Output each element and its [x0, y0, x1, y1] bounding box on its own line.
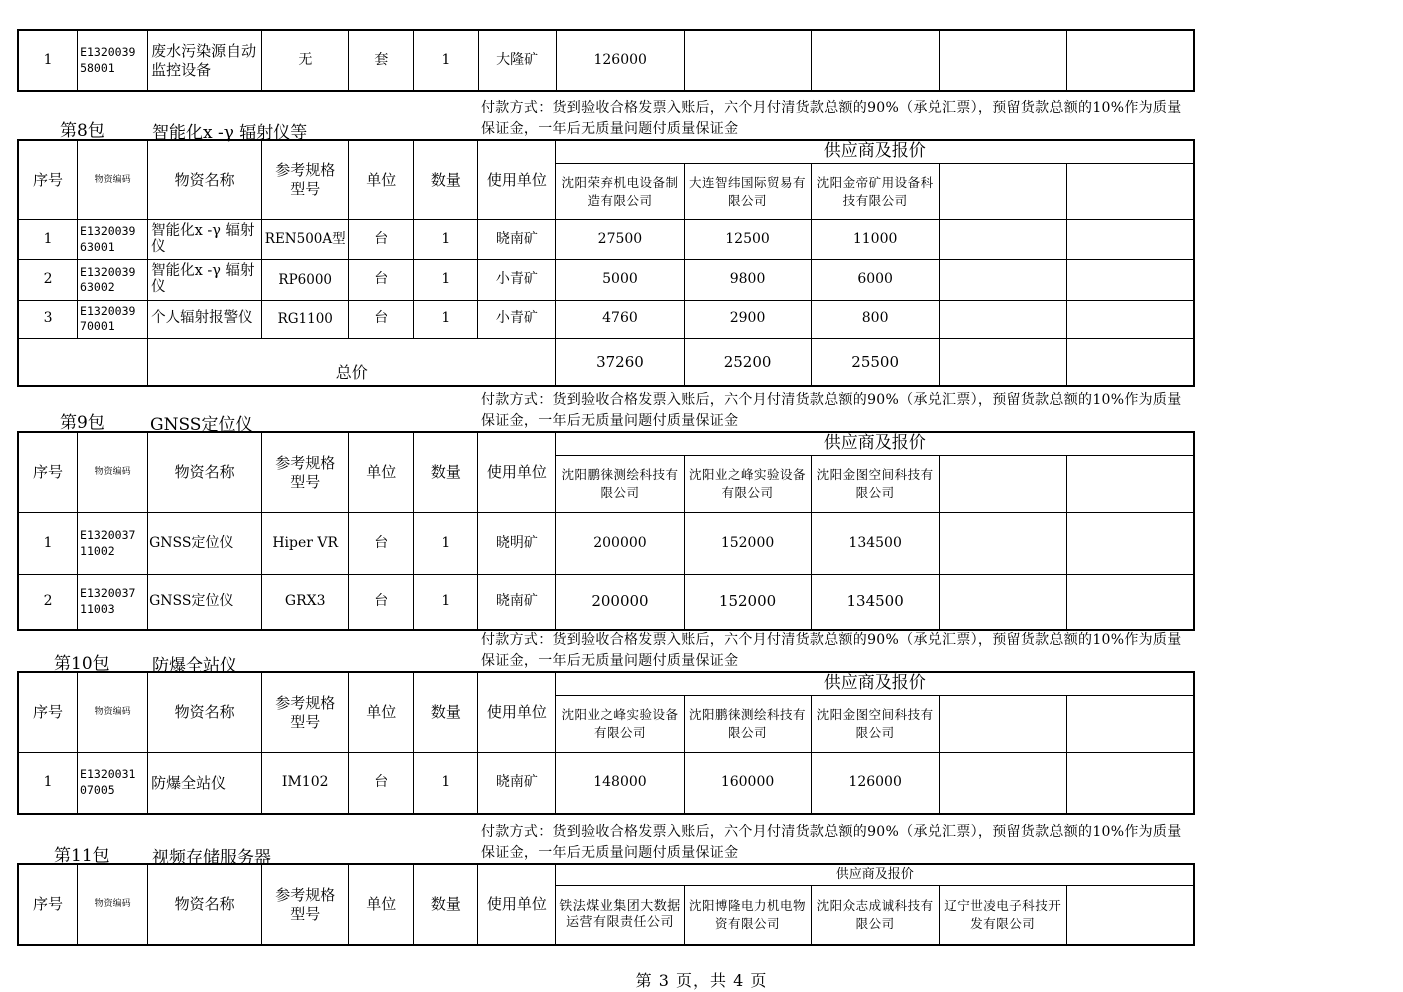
price-cell — [940, 31, 1067, 91]
unit-header: 单位 — [349, 865, 414, 945]
qty-cell: 1 — [414, 753, 478, 814]
qty-cell: 1 — [414, 31, 478, 91]
price-cell: 800 — [811, 300, 939, 338]
user-cell: 晓南矿 — [478, 753, 556, 814]
unit-cell: 台 — [349, 513, 414, 574]
name-header: 物资名称 — [148, 673, 262, 753]
total-value: 25500 — [811, 338, 939, 385]
supplier-name: 铁法煤业集团大数据运营有限责任公司 — [556, 886, 684, 945]
package-label: 第11包 — [54, 846, 110, 866]
total-label: 总价 — [148, 338, 556, 385]
code-header: 物资编码 — [78, 865, 148, 945]
seq-cell: 3 — [19, 300, 78, 338]
table-row — [19, 300, 1194, 338]
user-header: 使用单位 — [478, 433, 556, 513]
unit-cell: 台 — [349, 260, 414, 300]
spec-cell: REN500A型 — [262, 220, 349, 260]
supplier-name: 沈阳博隆电力机电物资有限公司 — [684, 886, 811, 945]
spec-cell: Hiper VR — [262, 513, 349, 574]
price-cell: 200000 — [556, 513, 684, 574]
price-cell — [684, 31, 811, 91]
payment-terms: 付款方式：货到验收合格发票入账后，六个月付清货款总额的90%（承兑汇票），预留货款总额的10%作为质量保证金，一年后无质量问题付质量保证金 — [481, 392, 1182, 429]
user-cell: 小青矿 — [478, 300, 556, 338]
price-cell — [811, 31, 939, 91]
package-8-table — [18, 140, 1194, 386]
price-cell: 6000 — [811, 260, 939, 300]
name-cell: GNSS定位仪 — [148, 574, 262, 629]
code-header: 物资编码 — [78, 141, 148, 220]
code-cell: E1320039 63001 — [78, 220, 148, 260]
price-cell: 148000 — [556, 753, 684, 814]
supplier-name — [939, 696, 1066, 753]
supplier-name: 大连智纬国际贸易有限公司 — [684, 164, 811, 220]
code-cell: E1320039 70001 — [78, 300, 148, 338]
supplier-name: 沈阳业之峰实验设备有限公司 — [556, 696, 684, 753]
unit-cell: 台 — [349, 220, 414, 260]
seq-cell: 1 — [19, 753, 78, 814]
total-value — [939, 338, 1066, 385]
supplier-name: 辽宁世凌电子科技开发有限公司 — [939, 886, 1066, 945]
table-row — [19, 753, 1194, 814]
price-cell: 27500 — [556, 220, 684, 260]
user-cell: 晓南矿 — [478, 574, 556, 629]
spec-cell: RG1100 — [262, 300, 349, 338]
name-cell: 智能化x -γ 辐射仪 — [148, 220, 262, 260]
user-cell: 晓南矿 — [478, 220, 556, 260]
price-cell — [1066, 260, 1193, 300]
price-cell: 2900 — [684, 300, 811, 338]
package-label: 第10包 — [54, 654, 110, 674]
spec-header: 参考规格型号 — [262, 673, 349, 753]
price-cell — [1066, 220, 1193, 260]
price-cell: 134500 — [811, 513, 939, 574]
supplier-name: 沈阳鹏徕测绘科技有限公司 — [684, 696, 811, 753]
package-title: 防爆全站仪 — [152, 656, 237, 676]
price-cell: 11000 — [811, 220, 939, 260]
package-10-table — [18, 672, 1194, 814]
code-header: 物资编码 — [78, 433, 148, 513]
seq-header: 序号 — [19, 433, 78, 513]
qty-header: 数量 — [414, 865, 478, 945]
seq-cell: 1 — [19, 220, 78, 260]
name-header: 物资名称 — [148, 141, 262, 220]
seq-cell: 1 — [19, 31, 78, 91]
price-cell: 5000 — [556, 260, 684, 300]
qty-header: 数量 — [414, 673, 478, 753]
supplier-name: 沈阳业之峰实验设备有限公司 — [684, 456, 811, 513]
price-cell — [939, 260, 1066, 300]
seq-cell: 2 — [19, 574, 78, 629]
spec-header: 参考规格型号 — [262, 865, 349, 945]
total-value: 37260 — [556, 338, 684, 385]
table-row — [19, 31, 1195, 91]
price-cell — [1066, 300, 1193, 338]
qty-cell: 1 — [414, 574, 478, 629]
qty-cell: 1 — [414, 220, 478, 260]
code-cell: E1320039 63002 — [78, 260, 148, 300]
total-value: 25200 — [684, 338, 811, 385]
supplier-name — [1066, 456, 1193, 513]
spec-cell: GRX3 — [262, 574, 349, 629]
supplier-name — [1066, 696, 1193, 753]
supplier-name — [1066, 886, 1193, 945]
code-cell: E1320037 11002 — [78, 513, 148, 574]
table-row — [19, 574, 1194, 629]
price-cell: 200000 — [556, 574, 684, 629]
name-header: 物资名称 — [148, 433, 262, 513]
seq-header: 序号 — [19, 141, 78, 220]
qty-cell: 1 — [414, 513, 478, 574]
table-row — [19, 260, 1194, 300]
supplier-header: 供应商及报价 — [556, 673, 1194, 696]
code-cell: E1320039 58001 — [78, 31, 148, 91]
price-cell: 126000 — [811, 753, 939, 814]
price-cell: 152000 — [684, 574, 811, 629]
package-title: 智能化x -γ 辐射仪等 — [152, 123, 308, 143]
unit-header: 单位 — [349, 141, 414, 220]
supplier-name: 沈阳荣弃机电设备制造有限公司 — [556, 164, 684, 220]
name-cell: 废水污染源自动监控设备 — [148, 31, 262, 91]
unit-cell: 台 — [349, 300, 414, 338]
qty-cell: 1 — [414, 260, 478, 300]
spec-cell: IM102 — [262, 753, 349, 814]
price-cell: 12500 — [684, 220, 811, 260]
price-cell — [1066, 513, 1193, 574]
seq-header: 序号 — [19, 865, 78, 945]
price-cell: 134500 — [811, 574, 939, 629]
name-cell: 个人辐射报警仪 — [148, 300, 262, 338]
price-cell — [1066, 574, 1193, 629]
supplier-name: 沈阳鹏徕测绘科技有限公司 — [556, 456, 684, 513]
table-row — [19, 513, 1194, 574]
user-cell: 大隆矿 — [478, 31, 556, 91]
price-cell: 126000 — [556, 31, 684, 91]
seq-header: 序号 — [19, 673, 78, 753]
user-header: 使用单位 — [478, 141, 556, 220]
supplier-name — [939, 456, 1066, 513]
top-table — [18, 30, 1194, 91]
package-label: 第8包 — [60, 121, 105, 141]
header-row — [19, 865, 1194, 886]
price-cell: 9800 — [684, 260, 811, 300]
name-cell: 防爆全站仪 — [148, 753, 262, 814]
header-row — [19, 141, 1194, 164]
qty-header: 数量 — [414, 141, 478, 220]
package-label: 第9包 — [60, 413, 105, 433]
header-row — [19, 673, 1194, 696]
unit-header: 单位 — [349, 433, 414, 513]
unit-cell: 套 — [349, 31, 414, 91]
supplier-header: 供应商及报价 — [556, 865, 1194, 886]
price-cell — [939, 300, 1066, 338]
name-header: 物资名称 — [148, 865, 262, 945]
user-header: 使用单位 — [478, 673, 556, 753]
table-row — [19, 220, 1194, 260]
price-cell: 152000 — [684, 513, 811, 574]
unit-cell: 台 — [349, 753, 414, 814]
header-row — [19, 433, 1194, 456]
total-value — [1066, 338, 1193, 385]
seq-cell: 1 — [19, 513, 78, 574]
supplier-header: 供应商及报价 — [556, 433, 1194, 456]
supplier-name — [1066, 164, 1193, 220]
price-cell — [939, 574, 1066, 629]
seq-cell: 2 — [19, 260, 78, 300]
unit-header: 单位 — [349, 673, 414, 753]
supplier-name: 沈阳金帝矿用设备科技有限公司 — [811, 164, 939, 220]
price-cell — [1066, 753, 1193, 814]
page-footer: 第 3 页，共 4 页 — [635, 971, 768, 990]
package-11-table — [18, 864, 1194, 945]
payment-terms: 付款方式：货到验收合格发票入账后，六个月付清货款总额的90%（承兑汇票），预留货款总额的10%作为质量保证金，一年后无质量问题付质量保证金 — [481, 824, 1182, 861]
supplier-name: 沈阳金图空间科技有限公司 — [811, 696, 939, 753]
package-title: GNSS定位仪 — [150, 415, 253, 435]
payment-terms: 付款方式：货到验收合格发票入账后，六个月付清货款总额的90%（承兑汇票），预留货款总额的10%作为质量保证金，一年后无质量问题付质量保证金 — [481, 632, 1182, 669]
user-cell: 晓明矿 — [478, 513, 556, 574]
unit-cell: 台 — [349, 574, 414, 629]
supplier-name — [939, 164, 1066, 220]
name-cell: GNSS定位仪 — [148, 513, 262, 574]
user-header: 使用单位 — [478, 865, 556, 945]
name-cell: 智能化x -γ 辐射仪 — [148, 260, 262, 300]
price-cell: 160000 — [684, 753, 811, 814]
price-cell — [939, 513, 1066, 574]
package-9-table — [18, 432, 1194, 630]
qty-header: 数量 — [414, 433, 478, 513]
price-cell — [939, 753, 1066, 814]
total-row — [19, 338, 1194, 385]
user-cell: 小青矿 — [478, 260, 556, 300]
code-header: 物资编码 — [78, 673, 148, 753]
supplier-header: 供应商及报价 — [556, 141, 1194, 164]
code-cell: E1320037 11003 — [78, 574, 148, 629]
qty-cell: 1 — [414, 300, 478, 338]
code-cell: E1320031 07005 — [78, 753, 148, 814]
payment-terms: 付款方式：货到验收合格发票入账后，六个月付清货款总额的90%（承兑汇票），预留货款总额的10%作为质量保证金，一年后无质量问题付质量保证金 — [481, 100, 1182, 137]
supplier-name: 沈阳众志成诚科技有限公司 — [811, 886, 939, 945]
spec-header: 参考规格型号 — [262, 141, 349, 220]
spec-cell: 无 — [262, 31, 349, 91]
spec-header: 参考规格型号 — [262, 433, 349, 513]
package-title: 视频存储服务器 — [152, 848, 271, 868]
supplier-name: 沈阳金图空间科技有限公司 — [811, 456, 939, 513]
price-cell — [939, 220, 1066, 260]
spec-cell: RP6000 — [262, 260, 349, 300]
price-cell: 4760 — [556, 300, 684, 338]
